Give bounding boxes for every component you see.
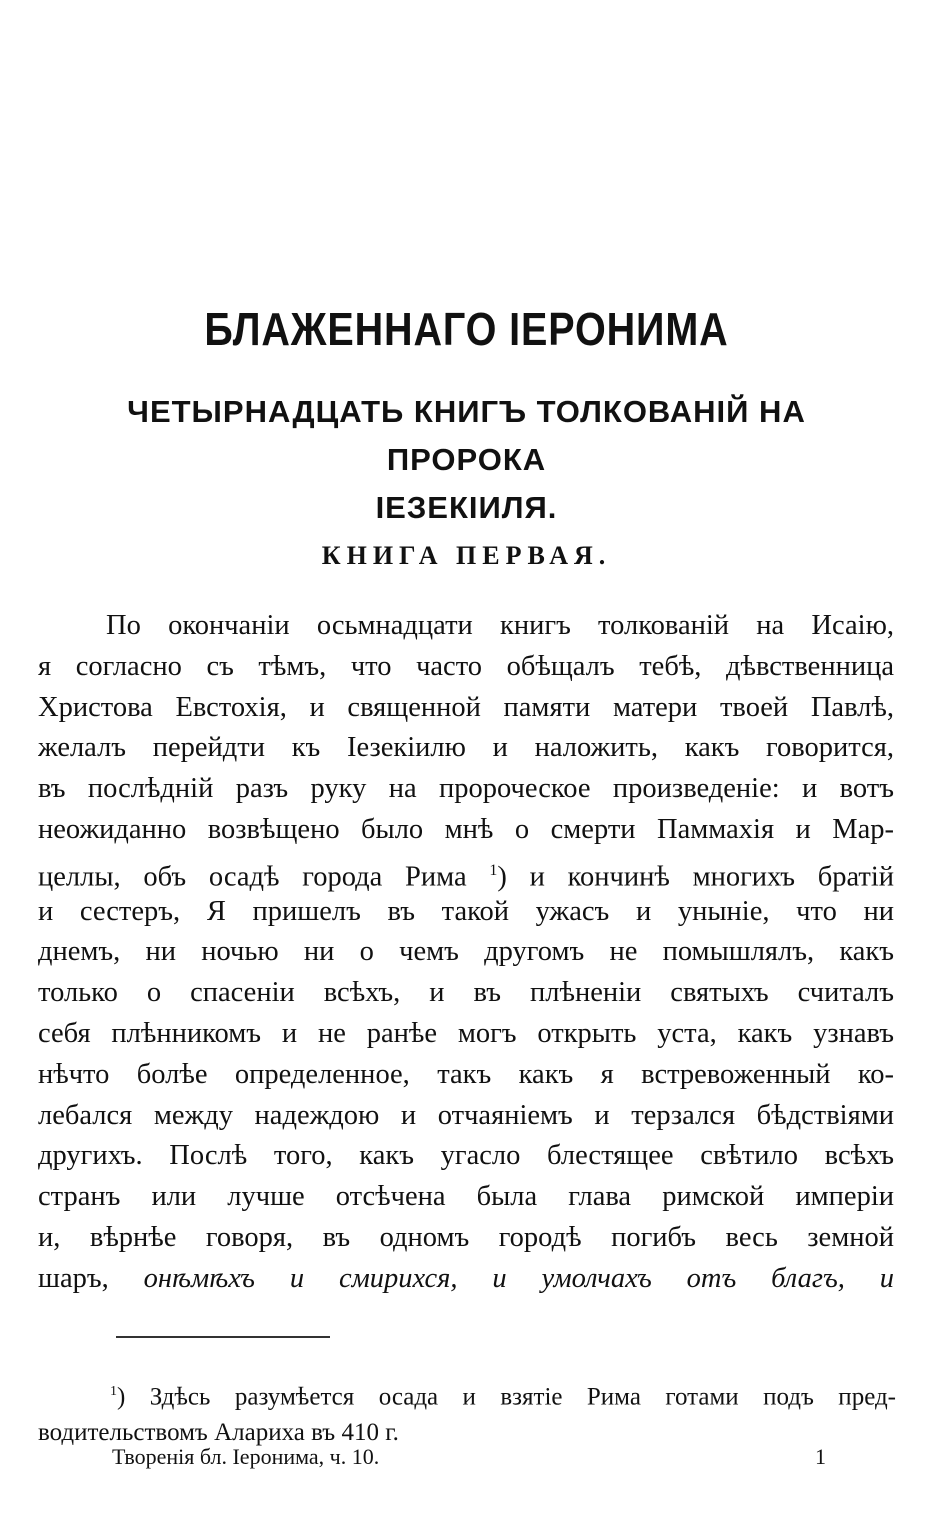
text-line: и, вѣрнѣе говоря, въ одномъ городѣ погибъ весь земной: [38, 1221, 894, 1253]
text-line-with-italic: [38, 1259, 894, 1300]
text-line: только о спасеніи всѣхъ, и въ плѣненіи святыхъ считалъ: [38, 977, 894, 1009]
footer-signature: Творенія бл. Іеронима, ч. 10.: [112, 1444, 380, 1469]
italic-quote: онѣмѣхъ и смирихся, и умолчахъ отъ благъ, и: [143, 1262, 894, 1294]
text-fragment: ) и кончинѣ многихъ братій: [497, 861, 894, 892]
body-text: [38, 606, 894, 1300]
text-line: нѣчто болѣе определенное, такъ какъ я встревоженный ко-: [38, 1058, 894, 1090]
page-subtitle: [60, 388, 873, 532]
text-line: въ послѣдній разъ руку на пророческое произведеніе: и вотъ: [38, 773, 894, 805]
page-number: 1: [815, 1444, 826, 1469]
book-heading: КНИГА ПЕРВАЯ.: [321, 541, 612, 570]
footnote-reference[interactable]: 1: [489, 861, 498, 879]
text-line-with-footnote: [38, 851, 894, 892]
footnote-line: водительствомъ Алариха въ 410 г.: [38, 1418, 399, 1446]
page-footer: [112, 1442, 826, 1472]
text-line: желалъ перейдти къ Іезекіилю и наложить, какъ говорится,: [38, 732, 894, 764]
text-fragment: целлы, объ осадѣ города Рима: [38, 861, 467, 892]
text-line: странъ или лучше отсѣчена была глава римской имперіи: [38, 1181, 894, 1213]
text-line: днемъ, ни ночью ни о чемъ другомъ не помышлялъ, какъ: [38, 936, 894, 968]
text-line: лебался между надеждою и отчаяніемъ и терзался бѣдствіями: [38, 1099, 894, 1131]
text-fragment: шаръ,: [38, 1262, 109, 1294]
footnote-line: [38, 1374, 896, 1415]
footnote-text: ) Здѣсь разумѣется осада и взятіе Рима готами подъ пред-: [117, 1383, 896, 1411]
page-title: БЛАЖЕННАГО ІЕРОНИМА: [204, 303, 729, 355]
text-line: другихъ. Послѣ того, какъ угасло блестящее свѣтило всѣхъ: [38, 1140, 894, 1172]
text-line: неожиданно возвѣщено было мнѣ о смерти Паммахія и Мар-: [38, 813, 894, 845]
text-line: Христова Евстохія, и священной памяти матери твоей Павлѣ,: [38, 691, 894, 723]
subtitle-line-2: ІЕЗЕКІИЛЯ.: [375, 490, 558, 525]
text-line: и сестеръ, Я пришелъ въ такой ужасъ и уныніе, что ни: [38, 895, 894, 927]
text-line: я согласно съ тѣмъ, что часто обѣщалъ тебѣ, дѣвственница: [38, 650, 894, 682]
subtitle-line-1: ЧЕТЫРНАДЦАТЬ КНИГЪ ТОЛКОВАНІЙ НА ПРОРОКА: [127, 394, 806, 477]
footnote-marker: 1: [110, 1384, 117, 1399]
text-line: По окончаніи осьмнадцати книгъ толкованій на Исаію,: [106, 610, 894, 641]
footnote-divider: [116, 1336, 330, 1338]
text-line: себя плѣнникомъ и не ранѣе могъ открыть уста, какъ узнавъ: [38, 1017, 894, 1049]
